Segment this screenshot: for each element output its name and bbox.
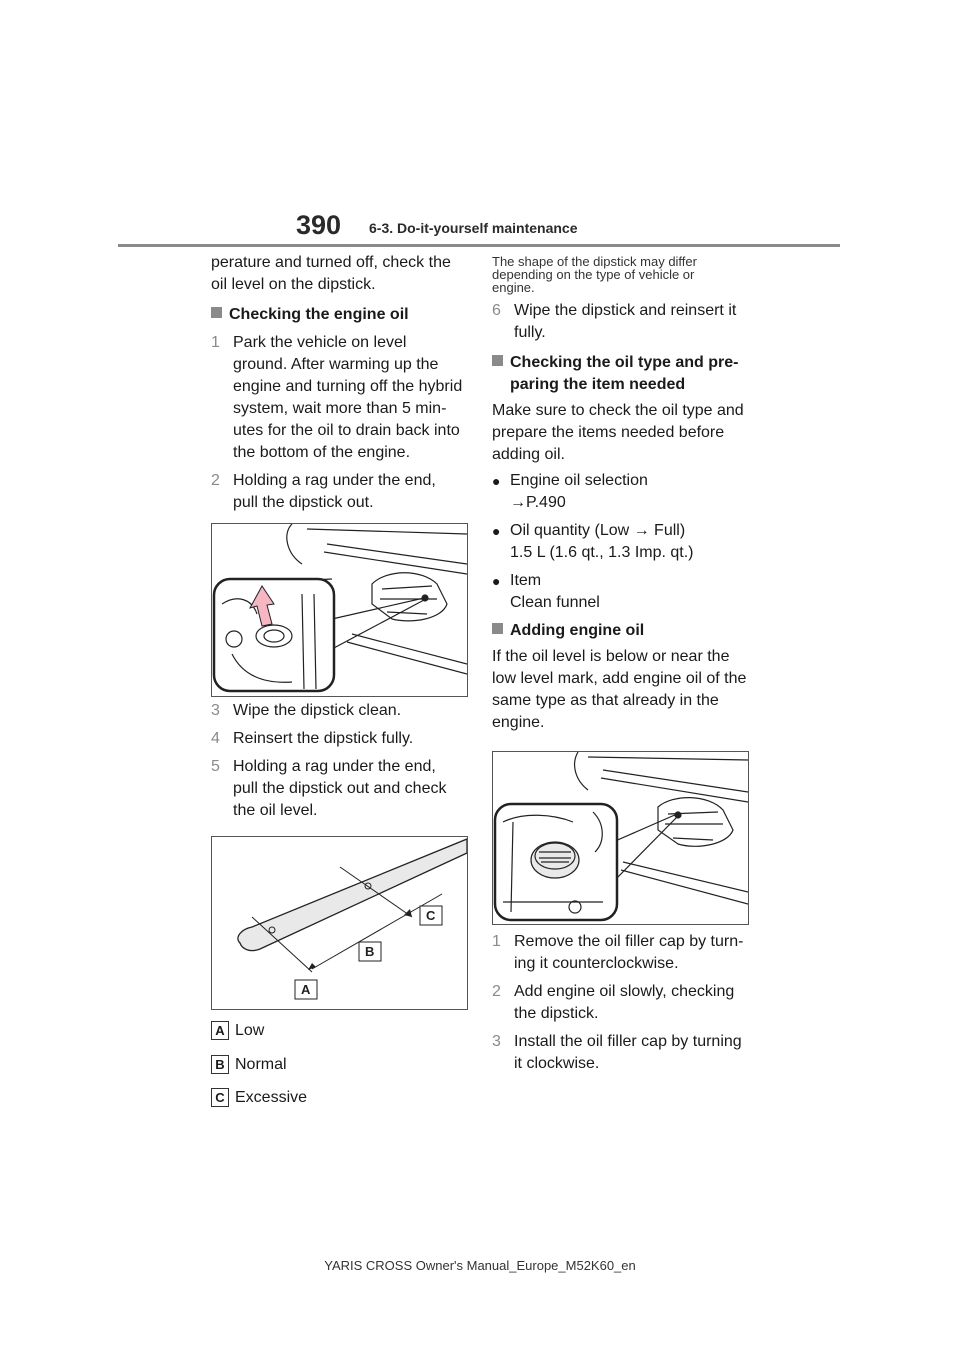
para-check-type-3: adding oil. xyxy=(492,446,565,463)
para-adding-3: same type as that already in the xyxy=(492,692,719,709)
legend-text-excessive: Excessive xyxy=(235,1088,308,1106)
step-line: ing it counterclockwise. xyxy=(514,955,679,972)
legend-key-a: A xyxy=(211,1021,229,1040)
step-line: system, wait more than 5 min- xyxy=(233,400,447,417)
square-bullet-icon xyxy=(211,307,222,318)
square-bullet-icon xyxy=(492,623,503,634)
dipstick-label-b: B xyxy=(365,944,375,959)
step-line: Holding a rag under the end, xyxy=(233,472,436,489)
step-line: pull the dipstick out. xyxy=(233,494,374,511)
step-number: 2 xyxy=(492,983,501,1000)
step-1 xyxy=(211,332,469,464)
step-number: 3 xyxy=(492,1033,501,1050)
note-line-2: depending on the type of vehicle or xyxy=(492,267,695,282)
step-5 xyxy=(211,756,469,822)
step-line: ground. After warming up the xyxy=(233,356,439,373)
heading-checking-oil: Checking the engine oil xyxy=(211,304,469,326)
heading-oil-type-cont: paring the item needed xyxy=(510,376,686,393)
step-line: the bottom of the engine. xyxy=(233,444,411,461)
step-line: Wipe the dipstick clean. xyxy=(233,702,402,719)
step-line: engine and turning off the hybrid xyxy=(233,378,463,395)
legend-key-b: B xyxy=(211,1055,229,1074)
page-number: 390 xyxy=(296,210,342,240)
bullet-line: Engine oil selection xyxy=(510,472,648,489)
step-number: 6 xyxy=(492,302,501,319)
bullet-dot-icon: ● xyxy=(492,473,501,489)
section-title: 6-3. Do-it-yourself maintenance xyxy=(369,220,578,236)
header-rule xyxy=(118,244,840,247)
para-adding-2: low level mark, add engine oil of the xyxy=(492,670,747,687)
bullet-line: Clean funnel xyxy=(510,594,600,611)
bullet-line: Oil quantity (Low → Full) xyxy=(510,522,686,539)
bullet-line: Item xyxy=(510,572,542,589)
step-3 xyxy=(492,1031,750,1075)
legend-excessive xyxy=(211,1088,307,1107)
figure-oil-filler-cap xyxy=(492,751,749,925)
legend-low xyxy=(211,1021,264,1040)
steps-list xyxy=(211,700,469,822)
heading-oil-type: Checking the oil type and pre- xyxy=(492,352,750,374)
heading-adding-oil: Adding engine oil xyxy=(492,620,750,642)
engine-bay-illustration xyxy=(212,524,467,696)
para-adding-1: If the oil level is below or near the xyxy=(492,648,730,665)
legend-text-low: Low xyxy=(235,1021,265,1039)
step-number: 1 xyxy=(492,933,501,950)
bullet-item xyxy=(492,520,750,564)
para-adding-4: engine. xyxy=(492,714,545,731)
step-line: Add engine oil slowly, checking xyxy=(514,983,735,1000)
right-column-top xyxy=(492,255,750,734)
step-1 xyxy=(492,931,750,975)
step-6-line-2: fully. xyxy=(514,324,546,341)
step-line: Install the oil filler cap by turning xyxy=(514,1033,742,1050)
step-line: Remove the oil filler cap by turn- xyxy=(514,933,744,950)
step-number: 5 xyxy=(211,758,220,775)
steps-list xyxy=(211,332,469,514)
step-4 xyxy=(211,728,469,750)
step-line: Park the vehicle on level xyxy=(233,334,407,351)
step-6 xyxy=(492,300,750,344)
para-check-type-1: Make sure to check the oil type and xyxy=(492,402,744,419)
legend-key-c: C xyxy=(211,1088,229,1107)
footer-manual-title: YARIS CROSS Owner's Manual_Europe_M52K60_en xyxy=(324,1258,636,1273)
step-number: 4 xyxy=(211,730,220,747)
filler-cap-illustration xyxy=(493,752,748,924)
step-2 xyxy=(492,981,750,1025)
step-3 xyxy=(211,700,469,722)
steps-list xyxy=(492,931,750,1075)
figure-dipstick-levels xyxy=(211,836,468,1010)
note-line-1: The shape of the dipstick may differ xyxy=(492,254,697,269)
left-column-top xyxy=(211,252,469,520)
step-line: the dipstick. xyxy=(514,1005,599,1022)
step-number: 3 xyxy=(211,702,220,719)
step-line: it clockwise. xyxy=(514,1055,600,1072)
intro-line-2: oil level on the dipstick. xyxy=(211,276,376,293)
legend-text-normal: Normal xyxy=(235,1055,287,1073)
left-column-middle xyxy=(211,700,469,828)
step-2 xyxy=(211,470,469,514)
step-line: Holding a rag under the end, xyxy=(233,758,436,775)
bullet-dot-icon: ● xyxy=(492,523,501,539)
right-column-bottom xyxy=(492,931,750,1081)
dipstick-label-a: A xyxy=(301,982,311,997)
bullet-list xyxy=(492,470,750,614)
bullet-line: 1.5 L (1.6 qt., 1.3 Imp. qt.) xyxy=(510,544,694,561)
dipstick-label-c: C xyxy=(426,908,436,923)
figure-dipstick-removal xyxy=(211,523,468,697)
step-number: 2 xyxy=(211,472,220,489)
step-line: utes for the oil to drain back into xyxy=(233,422,460,439)
bullet-item xyxy=(492,470,750,514)
legend-normal xyxy=(211,1055,287,1074)
note-line-3: engine. xyxy=(492,280,535,295)
step-line: pull the dipstick out and check xyxy=(233,780,447,797)
square-bullet-icon xyxy=(492,355,503,366)
step-line: the oil level. xyxy=(233,802,318,819)
bullet-line: →P.490 xyxy=(510,494,566,511)
bullet-item xyxy=(492,570,750,614)
step-6-line-1: Wipe the dipstick and reinsert it xyxy=(514,302,737,319)
step-line: Reinsert the dipstick fully. xyxy=(233,730,414,747)
bullet-dot-icon: ● xyxy=(492,573,501,589)
intro-line-1: perature and turned off, check the xyxy=(211,254,451,271)
dipstick-illustration xyxy=(212,837,467,1009)
step-number: 1 xyxy=(211,334,220,351)
para-check-type-2: prepare the items needed before xyxy=(492,424,725,441)
